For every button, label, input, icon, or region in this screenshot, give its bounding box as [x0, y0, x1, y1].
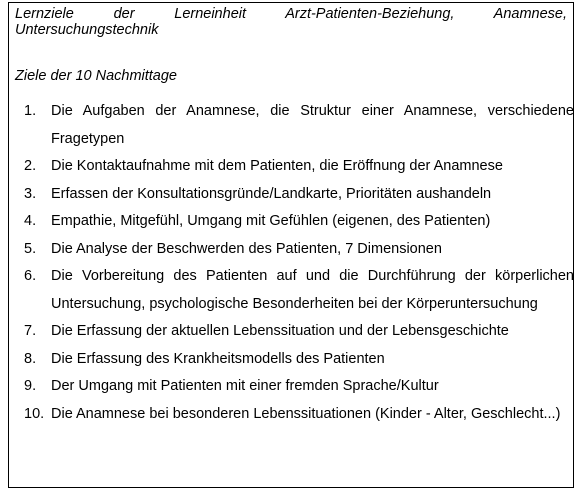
- goal-text: Der Umgang mit Patienten mit einer fremden Sprache/Kultur: [51, 378, 439, 394]
- goal-text: Die Erfassung des Krankheitsmodells des Patienten: [51, 350, 385, 367]
- goal-text: Die Erfassung der aktuellen Lebenssituation und der Lebensgeschichte: [51, 323, 509, 339]
- goal-text: Die Aufgaben der Anamnese, die Struktur einer Anamnese, verschiedene Fragetypen: [51, 103, 574, 147]
- goal-item-6: [24, 263, 574, 318]
- goal-number: 1.: [24, 103, 37, 119]
- goal-text: Erfassen der Konsultationsgründe/Landkarte, Prioritäten aushandeln: [51, 185, 492, 202]
- section-heading: Ziele der 10 Nachmittage: [15, 68, 177, 84]
- goal-number: 8.: [24, 350, 37, 367]
- goal-number: 9.: [24, 378, 37, 394]
- document-box: [8, 2, 574, 488]
- goal-number: 4.: [24, 213, 37, 229]
- goal-text: Empathie, Mitgefühl, Umgang mit Gefühlen (eigenen, des Patienten): [51, 213, 491, 229]
- goal-number: 7.: [24, 323, 37, 339]
- goal-text: Die Analyse der Beschwerden des Patienten, 7 Dimensionen: [51, 240, 442, 257]
- goal-item-9: [24, 373, 574, 401]
- document-title-line-2: Untersuchungstechnik: [15, 22, 159, 38]
- goal-number: 10.: [24, 405, 45, 422]
- goal-text: Die Kontaktaufnahme mit dem Patienten, die Eröffnung der Anamnese: [51, 158, 503, 174]
- goal-number: 6.: [24, 268, 37, 284]
- goal-item-7: [24, 318, 574, 346]
- goal-number: 2.: [24, 158, 37, 174]
- goal-item-8: [24, 346, 574, 374]
- goal-item-2: [24, 153, 574, 181]
- goal-number: 5.: [24, 240, 37, 257]
- goal-number: 3.: [24, 185, 37, 202]
- goal-item-3: [24, 181, 574, 209]
- goal-item-5: [24, 236, 574, 264]
- document-title-line-1: Lernziele der Lerneinheit Arzt-Patienten-Beziehung, Anamnese,: [15, 6, 567, 22]
- goal-list: [24, 98, 574, 428]
- goal-text: Die Vorbereitung des Patienten auf und die Durchführung der körperlichen Untersuchung, psychologische Besonderheiten bei der Körperuntersuchung: [51, 268, 574, 312]
- goal-item-10: [24, 401, 574, 429]
- document-title: [15, 6, 567, 38]
- goal-item-4: [24, 208, 574, 236]
- goal-item-1: [24, 98, 574, 153]
- goal-text: Die Anamnese bei besonderen Lebenssituationen (Kinder - Alter, Geschlecht...): [51, 405, 561, 422]
